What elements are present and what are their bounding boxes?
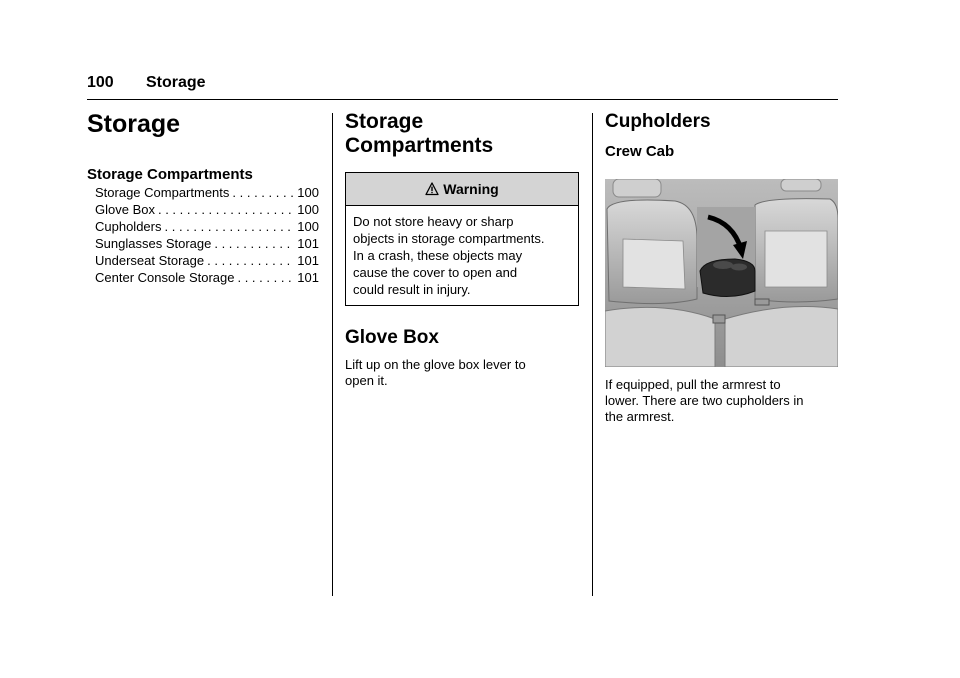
toc-entry-page: 101 bbox=[297, 236, 319, 251]
toc-entry-page: 100 bbox=[297, 219, 319, 234]
glove-box-text bbox=[345, 357, 579, 389]
warning-line: cause the cover to open and bbox=[353, 265, 518, 280]
toc-leader bbox=[165, 218, 295, 235]
warning-box bbox=[345, 172, 579, 306]
toc-heading: Storage Compartments bbox=[87, 166, 253, 183]
toc-entry-label: Storage Compartments bbox=[95, 185, 230, 200]
section-heading bbox=[345, 110, 579, 158]
section-heading-line: Storage bbox=[345, 110, 424, 133]
toc-entry[interactable] bbox=[95, 201, 319, 218]
toc-leader bbox=[237, 269, 294, 286]
toc-entry-label: Center Console Storage bbox=[95, 270, 235, 285]
warning-line: objects in storage compartments. bbox=[353, 231, 545, 246]
toc-entry-page: 100 bbox=[297, 185, 319, 200]
toc-list bbox=[87, 184, 319, 286]
warning-triangle-icon bbox=[425, 182, 439, 196]
crew-cab-subheading: Crew Cab bbox=[605, 143, 675, 160]
toc-leader bbox=[207, 252, 294, 269]
toc-entry[interactable] bbox=[95, 252, 319, 269]
warning-line: In a crash, these objects may bbox=[353, 248, 523, 263]
glove-box-heading: Glove Box bbox=[345, 327, 439, 348]
toc-entry-page: 100 bbox=[297, 202, 319, 217]
rear-seat-armrest-image bbox=[605, 179, 838, 367]
toc-entry[interactable] bbox=[95, 235, 319, 252]
toc-entry-label: Underseat Storage bbox=[95, 253, 205, 268]
toc-entry[interactable] bbox=[95, 218, 319, 235]
warning-header bbox=[346, 173, 578, 206]
toc-entry[interactable] bbox=[95, 184, 319, 201]
body-line: If equipped, pull the armrest to bbox=[605, 377, 781, 392]
section-heading-line: Compartments bbox=[345, 134, 494, 157]
warning-line: Do not store heavy or sharp bbox=[353, 214, 514, 229]
column-divider bbox=[592, 113, 593, 596]
warning-text bbox=[346, 206, 578, 305]
chapter-title: Storage bbox=[87, 110, 181, 138]
cupholders-text bbox=[605, 377, 839, 425]
cupholders-column bbox=[605, 110, 839, 425]
cupholders-heading: Cupholders bbox=[605, 111, 711, 132]
column-divider bbox=[332, 113, 333, 596]
body-line: lower. There are two cupholders in bbox=[605, 393, 804, 408]
warning-label: Warning bbox=[443, 181, 499, 197]
toc-column bbox=[87, 110, 319, 286]
body-line: Lift up on the glove box lever to bbox=[345, 357, 526, 372]
warning-line: could result in injury. bbox=[353, 282, 471, 297]
toc-leader bbox=[214, 235, 294, 252]
toc-leader bbox=[232, 184, 294, 201]
toc-entry-page: 101 bbox=[297, 253, 319, 268]
toc-entry-label: Glove Box bbox=[95, 202, 155, 217]
toc-entry-label: Cupholders bbox=[95, 219, 162, 234]
storage-column bbox=[345, 110, 579, 389]
toc-leader bbox=[158, 201, 294, 218]
body-line: open it. bbox=[345, 373, 388, 388]
section-title: Storage bbox=[146, 74, 206, 91]
toc-entry-label: Sunglasses Storage bbox=[95, 236, 212, 251]
page-number: 100 bbox=[87, 74, 114, 91]
toc-entry[interactable] bbox=[95, 269, 319, 286]
body-line: the armrest. bbox=[605, 409, 675, 424]
page-header bbox=[87, 72, 838, 100]
toc-entry-page: 101 bbox=[297, 270, 319, 285]
